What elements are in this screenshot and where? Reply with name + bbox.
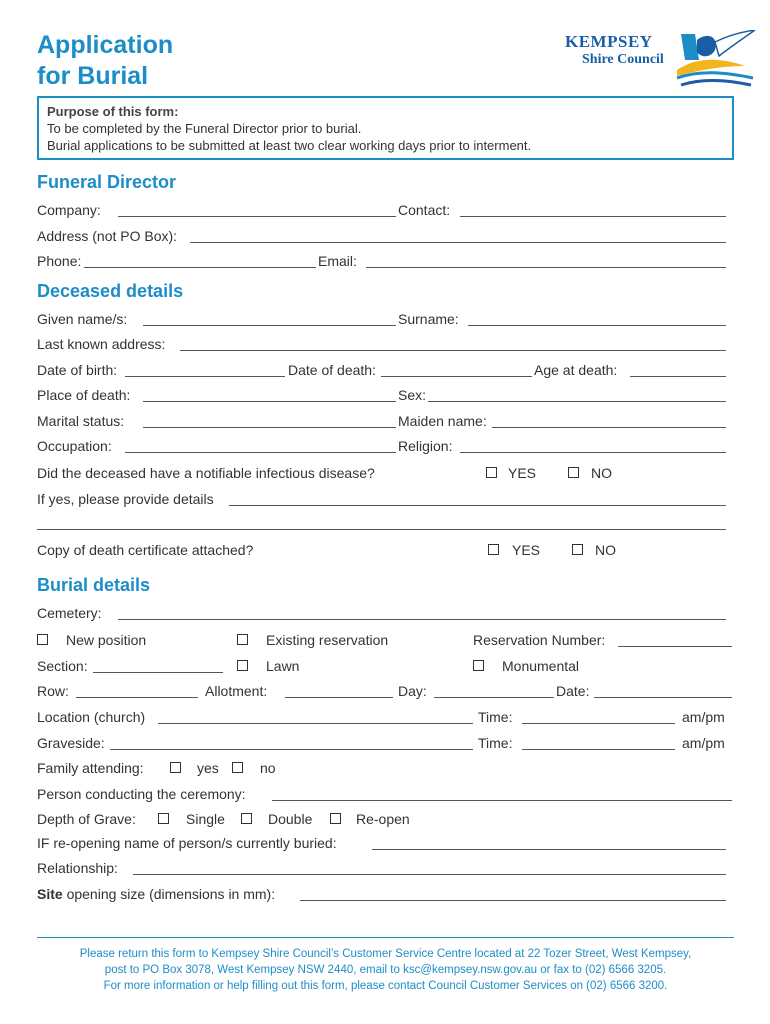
contact-field[interactable] <box>460 216 726 217</box>
date-label: Date: <box>556 683 590 699</box>
dob-field[interactable] <box>125 376 285 377</box>
footer-divider <box>37 937 734 938</box>
page-title <box>37 30 173 92</box>
infectious-no-label: NO <box>591 465 612 481</box>
double-checkbox[interactable] <box>241 813 252 824</box>
sex-field[interactable] <box>428 401 726 402</box>
footer-text <box>37 946 734 994</box>
age-field[interactable] <box>630 376 726 377</box>
title-line-2: for Burial <box>37 62 149 90</box>
dod-field[interactable] <box>381 376 532 377</box>
lawn-label: Lawn <box>266 658 300 674</box>
family-attending-label: Family attending: <box>37 760 144 776</box>
certificate-yes-checkbox[interactable] <box>488 544 499 555</box>
site-bold-word: Site <box>37 886 63 902</box>
day-label: Day: <box>398 683 427 699</box>
family-yes-checkbox[interactable] <box>170 762 181 773</box>
depth-label: Depth of Grave: <box>37 811 136 827</box>
person-conducting-label: Person conducting the ceremony: <box>37 786 246 802</box>
religion-label: Religion: <box>398 438 453 454</box>
dod-label: Date of death: <box>288 362 376 378</box>
reopen-label: Re-open <box>356 811 410 827</box>
location-ampm-label: am/pm <box>682 709 725 725</box>
row-field[interactable] <box>76 697 198 698</box>
existing-reservation-label: Existing reservation <box>266 632 389 648</box>
surname-field[interactable] <box>468 325 726 326</box>
monumental-label: Monumental <box>502 658 580 674</box>
surname-label: Surname: <box>398 311 459 327</box>
reopening-name-label: IF re-opening name of person/s currently buried: <box>37 835 337 851</box>
footer-line-3: For more information or help filling out this form, please contact Council Customer Services on (02) 6566 3200. <box>103 980 668 992</box>
family-yes-label: yes <box>197 760 219 776</box>
phone-field[interactable] <box>84 267 316 268</box>
purpose-heading: Purpose of this form: <box>47 104 179 119</box>
relationship-label: Relationship: <box>37 860 118 876</box>
family-no-label: no <box>260 760 276 776</box>
age-label: Age at death: <box>534 362 618 378</box>
site-opening-label <box>37 886 275 902</box>
section-label: Section: <box>37 658 88 674</box>
contact-label: Contact: <box>398 202 451 218</box>
infectious-no-checkbox[interactable] <box>568 467 579 478</box>
infectious-question: Did the deceased have a notifiable infectious disease? <box>37 465 375 481</box>
person-conducting-field[interactable] <box>272 800 732 801</box>
logo-shire-council: Shire Council <box>582 52 664 67</box>
council-logo <box>565 30 755 92</box>
last-address-label: Last known address: <box>37 336 166 352</box>
double-label: Double <box>268 811 313 827</box>
footer-line-2: post to PO Box 3078, West Kempsey NSW 2440, email to ksc@kempsey.nsw.gov.au or fax to (02) 6566 3205. <box>104 964 667 976</box>
certificate-yes-label: YES <box>512 542 541 558</box>
phone-label: Phone: <box>37 253 82 269</box>
purpose-line-1: To be completed by the Funeral Director prior to burial. <box>47 121 362 136</box>
marital-label: Marital status: <box>37 413 125 429</box>
graveside-time-label: Time: <box>478 735 513 751</box>
infectious-yes-checkbox[interactable] <box>486 467 497 478</box>
certificate-question: Copy of death certificate attached? <box>37 542 254 558</box>
relationship-field[interactable] <box>133 874 726 875</box>
given-names-label: Given name/s: <box>37 311 128 327</box>
maiden-field[interactable] <box>492 427 726 428</box>
company-label: Company: <box>37 202 101 218</box>
allotment-label: Allotment: <box>205 683 268 699</box>
company-field[interactable] <box>118 216 396 217</box>
single-checkbox[interactable] <box>158 813 169 824</box>
address-field[interactable] <box>190 242 726 243</box>
deceased-details-heading: Deceased details <box>37 281 184 301</box>
religion-field[interactable] <box>460 452 726 453</box>
occupation-label: Occupation: <box>37 438 112 454</box>
infectious-yes-label: YES <box>508 465 537 481</box>
marital-field[interactable] <box>143 427 396 428</box>
reopen-checkbox[interactable] <box>330 813 341 824</box>
last-address-field[interactable] <box>180 350 726 351</box>
family-no-checkbox[interactable] <box>232 762 243 773</box>
location-field[interactable] <box>158 723 473 724</box>
date-field[interactable] <box>594 697 732 698</box>
place-of-death-field[interactable] <box>143 401 396 402</box>
location-label: Location (church) <box>37 709 146 725</box>
row-label: Row: <box>37 683 69 699</box>
graveside-field[interactable] <box>110 749 473 750</box>
lawn-checkbox[interactable] <box>237 660 248 671</box>
certificate-no-checkbox[interactable] <box>572 544 583 555</box>
occupation-field[interactable] <box>125 452 396 453</box>
if-yes-field[interactable] <box>229 505 726 506</box>
logo-kempsey: KEMPSEY <box>565 32 653 51</box>
if-yes-label: If yes, please provide details <box>37 491 214 507</box>
given-names-field[interactable] <box>143 325 396 326</box>
if-yes-field-2[interactable] <box>37 529 726 530</box>
footer-line-1: Please return this form to Kempsey Shire Council’s Customer Service Centre located at 22 Tozer Street, West Kempsey, <box>79 948 692 960</box>
location-time-label: Time: <box>478 709 513 725</box>
monumental-checkbox[interactable] <box>473 660 484 671</box>
email-field[interactable] <box>366 267 726 268</box>
existing-reservation-checkbox[interactable] <box>237 634 248 645</box>
sex-label: Sex: <box>398 387 427 403</box>
place-of-death-label: Place of death: <box>37 387 131 403</box>
cemetery-field[interactable] <box>118 619 726 620</box>
purpose-line-2: Burial applications to be submitted at least two clear working days prior to interment. <box>47 138 532 153</box>
graveside-label: Graveside: <box>37 735 105 751</box>
maiden-label: Maiden name: <box>398 413 487 429</box>
dob-label: Date of birth: <box>37 362 118 378</box>
funeral-director-heading: Funeral Director <box>37 172 177 192</box>
section-field[interactable] <box>93 672 223 673</box>
reservation-number-label: Reservation Number: <box>473 632 606 648</box>
email-label: Email: <box>318 253 357 269</box>
graveside-time-field[interactable] <box>522 749 675 750</box>
new-position-label: New position <box>66 632 147 648</box>
allotment-field[interactable] <box>285 697 393 698</box>
purpose-box <box>37 96 734 160</box>
location-time-field[interactable] <box>522 723 675 724</box>
single-label: Single <box>186 811 225 827</box>
address-label: Address (not PO Box): <box>37 228 178 244</box>
day-field[interactable] <box>434 697 554 698</box>
cemetery-label: Cemetery: <box>37 605 102 621</box>
site-opening-rest: opening size (dimensions in mm): <box>62 886 276 902</box>
logo-emblem-icon <box>675 30 757 88</box>
graveside-ampm-label: am/pm <box>682 735 725 751</box>
certificate-no-label: NO <box>595 542 616 558</box>
title-line-1: Application <box>37 31 174 59</box>
burial-details-heading: Burial details <box>37 575 151 595</box>
reservation-number-field[interactable] <box>618 646 732 647</box>
reopening-name-field[interactable] <box>372 849 726 850</box>
site-opening-field[interactable] <box>300 900 726 901</box>
new-position-checkbox[interactable] <box>37 634 48 645</box>
